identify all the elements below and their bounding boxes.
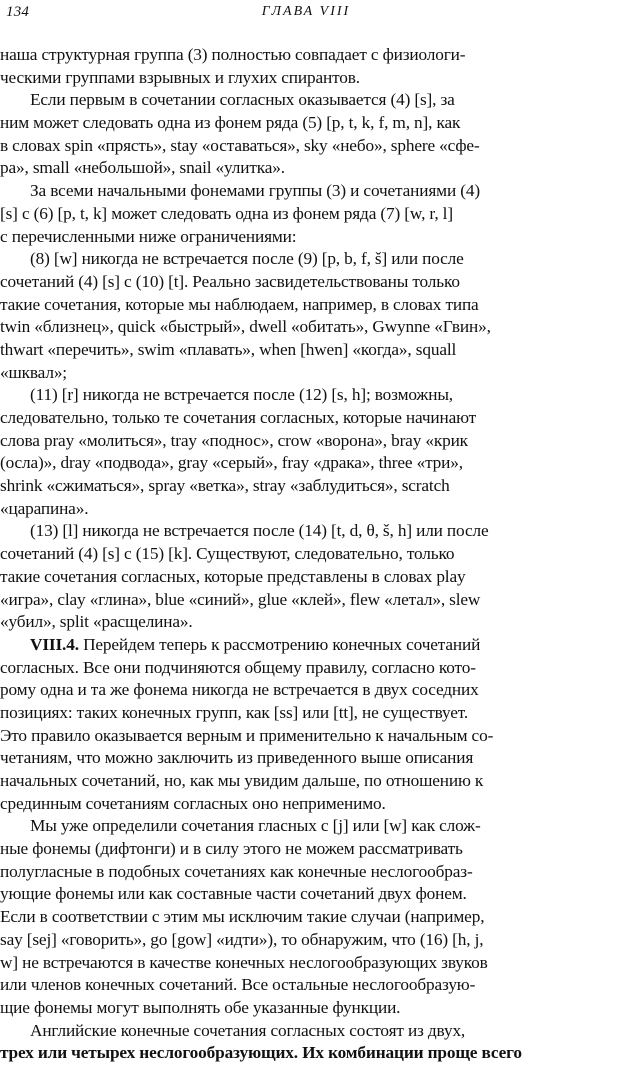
text-line: Перейдем теперь к рассмотрению конечных сочетаний (83, 634, 481, 654)
text-line: согласных. Все они подчиняются общему правилу, согласно кото- (0, 657, 476, 677)
page-number: 134 (6, 4, 30, 20)
text-line: Это правило оказывается верным и применительно к начальным со- (0, 725, 494, 745)
text-line: сочетаний (4) [s] с (15) [k]. Существуют, следовательно, только (0, 544, 455, 564)
text-line: Если в соответствии с этим мы исключим такие случаи (например, (0, 907, 485, 927)
text-line: в словах spin «прясть», stay «оставаться», sky «небо», sphere «сфе- (0, 135, 480, 155)
text-line: начальных сочетаний, но, как мы увидим дальше, по отношению к (0, 771, 484, 790)
text-line: следовательно, только те сочетания согласных, которые начинают (0, 408, 477, 427)
text-line: Если первым в сочетании согласных оказывается (4) [s], за (30, 90, 455, 110)
text-line: трех или четырех неслогообразующих. Их комбинации проще всего (0, 1043, 522, 1063)
text-line: слова pray «молиться», tray «поднос», crow «ворона», bray «крик (0, 430, 468, 450)
text-line: shrink «сжиматься», spray «ветка», stray «заблудиться», scratch (0, 476, 450, 496)
text-line: (осла)», dray «подвода», gray «серый», fray «драка», three «три», (0, 453, 463, 473)
section-line (0, 634, 610, 657)
text-line: «царапина». (0, 498, 89, 518)
text-line: Мы уже определили сочетания гласных с [j] или [w] как слож- (30, 816, 481, 836)
section-label: VIII.4. (30, 634, 79, 654)
text-line: рому одна и та же фонема никогда не встречается в двух соседних (0, 680, 479, 700)
text-line: «игра», clay «глина», blue «синий», glue «клей», flew «летал», slew (0, 589, 481, 609)
text-line: [s] с (6) [p, t, k] может следовать одна из фонем ряда (7) [w, r, l] (0, 203, 453, 223)
body-text (0, 44, 610, 1065)
text-line: сочетаний (4) [s] с (10) [t]. Реально засвидетельствованы только (0, 271, 460, 291)
text-line: Английские конечные сочетания согласных состоят из двух, (30, 1020, 466, 1040)
text-line: или членов конечных сочетаний. Все остальные неслогообразую- (0, 975, 476, 995)
text-line: w] не встречаются в качестве конечных неслогообразующих звуков (0, 952, 488, 972)
text-line: такие сочетания, которые мы наблюдаем, например, в словах типа (0, 294, 479, 314)
text-line: с перечисленными ниже ограничениями: (0, 226, 297, 246)
text-line: ним может следовать одна из фонем ряда (5) [p, t, k, f, m, n], как (0, 113, 461, 133)
text-line: «убил», split «расщелина». (0, 612, 193, 632)
text-line: ные фонемы (дифтонги) и в силу этого не можем рассматривать (0, 839, 463, 859)
text-line: «шквал»; (0, 362, 67, 382)
running-title: ГЛАВА VIII (261, 4, 351, 19)
page-header (6, 4, 606, 26)
text-line: ра», small «небольшой», snail «улитка». (0, 158, 285, 178)
text-line: такие сочетания согласных, которые представлены в словах play (0, 566, 466, 586)
text-line: say [sej] «говорить», go [gow] «идти»), то обнаружим, что (16) [h, j, (0, 929, 484, 949)
text-line: За всеми начальными фонемами группы (3) и сочетаниями (4) (30, 181, 480, 201)
text-line: (13) [l] никогда не встречается после (14) [t, d, θ, š, h] или после (30, 521, 489, 541)
text-line: полугласные в подобных сочетаниях как конечные неслогообраз- (0, 861, 473, 881)
text-line: ческими группами взрывных и глухих спирантов. (0, 67, 360, 87)
text-line: (8) [w] никогда не встречается после (9) [p, b, f, š] или после (30, 249, 464, 269)
text-line: ующие фонемы или как составные части сочетаний двух фонем. (0, 884, 467, 904)
text-line: срединным сочетаниям согласных оно неприменимо. (0, 793, 386, 813)
text-line: наша структурная группа (3) полностью совпадает с физиологи- (0, 45, 466, 64)
text-line: thwart «перечить», swim «плавать», when [hwen] «когда», squall (0, 339, 457, 359)
text-line: позициях: таких конечных групп, как [ss] или [tt], не существует. (0, 702, 469, 722)
text-line: twin «близнец», quick «быстрый», dwell «обитать», Gwynne «Гвин», (0, 317, 491, 337)
text-line: (11) [r] никогда не встречается после (12) [s, h]; возможны, (30, 385, 453, 405)
text-line: щие фонемы могут выполнять обе указанные функции. (0, 997, 401, 1017)
text-line: четаниям, что можно заключить из приведенного выше описания (0, 748, 474, 768)
